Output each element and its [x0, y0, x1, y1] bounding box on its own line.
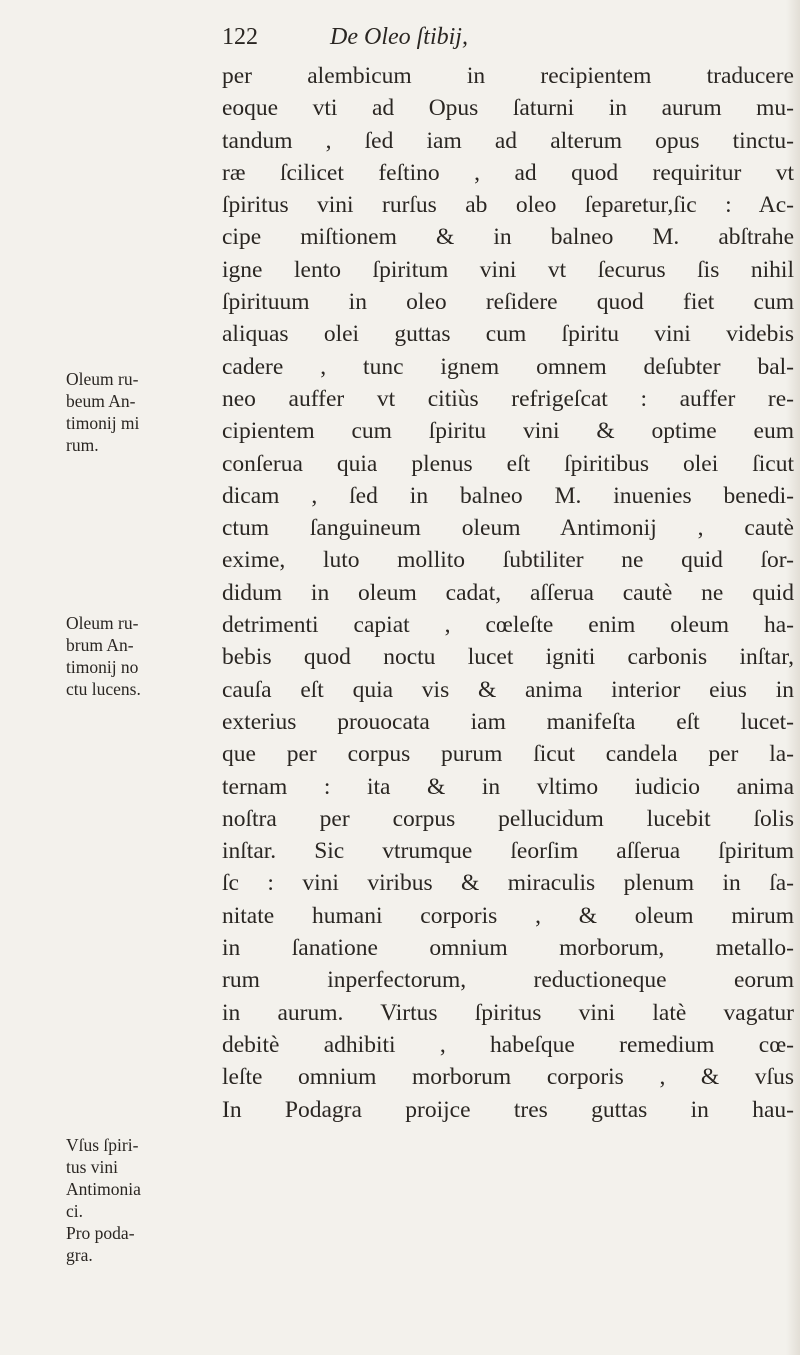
page-number: 122	[222, 24, 258, 50]
text-line: detrimenti capiat , cœleſte enim oleum ha-	[222, 612, 794, 639]
text-line: cipientem cum ſpiritu vini & optime eum	[222, 418, 794, 445]
text-line: In Podagra proijce tres guttas in hau-	[222, 1096, 794, 1123]
text-line: ctum ſanguineum oleum Antimonij , cautè	[222, 515, 794, 542]
text-line: cadere , tunc ignem omnem deſubter bal-	[222, 353, 794, 380]
text-line: dicam , ſed in balneo M. inuenies benedi-	[222, 482, 794, 509]
margin-note-line: Antimonia	[66, 1179, 141, 1199]
text-line: que per corpus purum ſicut candela per la-	[222, 741, 794, 768]
text-line: didum in oleum cadat, aſſerua cautè ne quid	[222, 579, 794, 606]
text-line: rum inperfectorum, reductioneque eorum	[222, 967, 794, 994]
margin-note-vsus-spiritus	[66, 1134, 216, 1266]
margin-note-line: gra.	[66, 1245, 93, 1265]
margin-note-line: timonij mi	[66, 413, 140, 433]
text-line: in aurum. Virtus ſpiritus vini latè vagatur	[222, 999, 794, 1026]
text-line: aliquas olei guttas cum ſpiritu vini videbis	[222, 321, 794, 348]
main-text	[222, 60, 794, 1126]
text-line: eoque vti ad Opus ſaturni in aurum mu-	[222, 95, 794, 122]
text-line: ſpirituum in oleo reſidere quod fiet cum	[222, 289, 794, 316]
margin-note-oleum-rubeum	[66, 368, 216, 456]
margin-note-line: tus vini	[66, 1157, 119, 1177]
margin-note-line: rum.	[66, 435, 99, 455]
margin-note-line: ci.	[66, 1201, 84, 1221]
text-line: nitate humani corporis , & oleum mirum	[222, 902, 794, 929]
margin-note-line: Oleum ru-	[66, 613, 139, 633]
text-line: debitè adhibiti , habeſque remedium cœ-	[222, 1031, 794, 1058]
text-line: igne lento ſpiritum vini vt ſecurus ſis nihil	[222, 256, 794, 283]
text-line: conſerua quia plenus eſt ſpiritibus olei ſicut	[222, 450, 794, 477]
text-line: noſtra per corpus pellucidum lucebit ſolis	[222, 805, 794, 832]
running-title: De Oleo ſtibij,	[330, 24, 468, 50]
text-line: ſc : vini viribus & miraculis plenum in ſa-	[222, 870, 794, 897]
text-line: tandum , ſed iam ad alterum opus tinctu-	[222, 127, 794, 154]
margin-note-line: ctu lucens.	[66, 679, 141, 699]
text-line: ræ ſcilicet feſtino , ad quod requiritur vt	[222, 159, 794, 186]
text-line: ſpiritus vini rurſus ab oleo ſeparetur,ſic : Ac-	[222, 192, 794, 219]
text-line: in ſanatione omnium morborum, metallo-	[222, 935, 794, 962]
text-line: ternam : ita & in vltimo iudicio anima	[222, 773, 794, 800]
margin-note-line: brum An-	[66, 635, 134, 655]
margin-note-line: Oleum ru-	[66, 369, 139, 389]
text-line: inſtar. Sic vtrumque ſeorſim aſſerua ſpiritum	[222, 838, 794, 865]
margin-note-line: Vſus ſpiri-	[66, 1135, 139, 1155]
text-line: per alembicum in recipientem traducere	[222, 63, 794, 89]
text-line: exterius prouocata iam manifeſta eſt lucet-	[222, 708, 794, 735]
text-line: cauſa eſt quia vis & anima interior eius in	[222, 676, 794, 703]
margin-note-oleum-lucens	[66, 612, 216, 700]
text-line: bebis quod noctu lucet igniti carbonis inſtar,	[222, 644, 794, 671]
text-line: exime, luto mollito ſubtiliter ne quid ſor-	[222, 547, 794, 574]
text-line: leſte omnium morborum corporis , & vſus	[222, 1064, 794, 1091]
margin-note-line: timonij no	[66, 657, 139, 677]
margin-note-line: Pro poda-	[66, 1223, 135, 1243]
margin-note-line: beum An-	[66, 391, 136, 411]
text-line: neo auffer vt citiùs refrigeſcat : auffer re-	[222, 385, 794, 412]
text-line: cipe miſtionem & in balneo M. abſtrahe	[222, 224, 794, 251]
